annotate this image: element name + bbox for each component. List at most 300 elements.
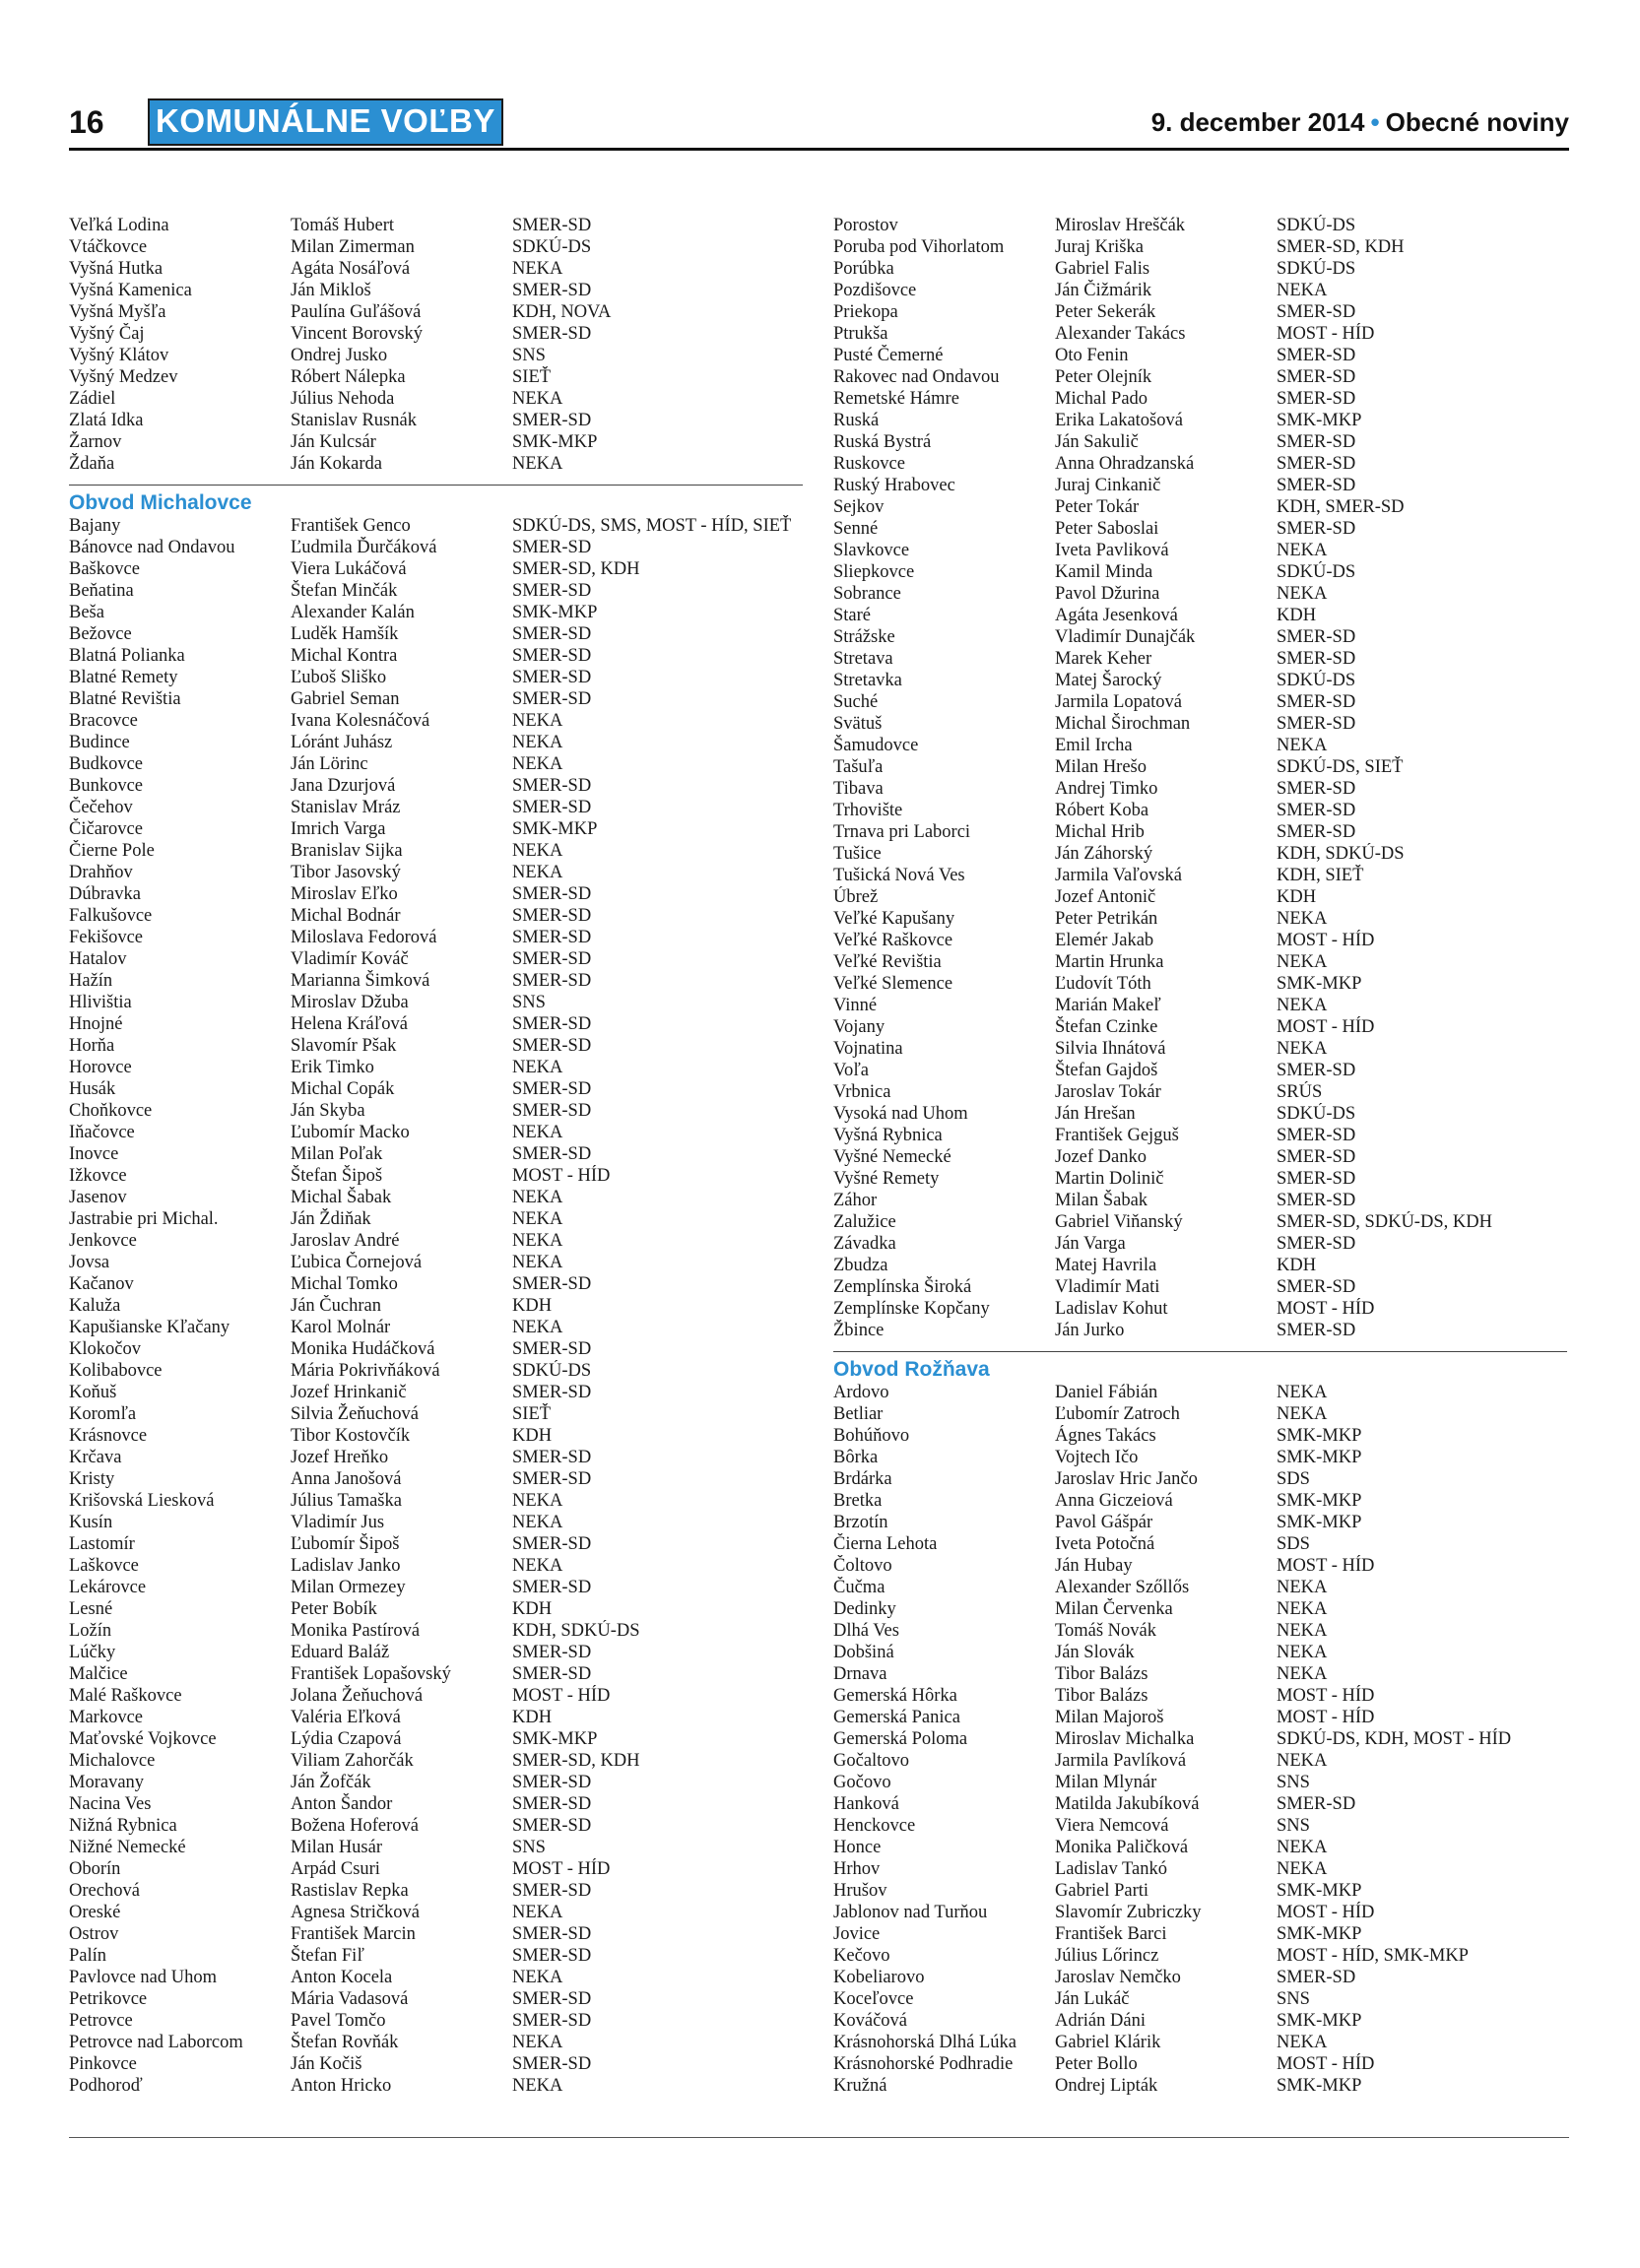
party-name: SNS (1277, 1989, 1310, 2009)
municipality-name: Jovice (833, 1924, 881, 1944)
result-row (69, 862, 803, 883)
mayor-name: Miroslav Džuba (291, 993, 409, 1012)
result-row (69, 558, 803, 580)
party-name: SMER-SD (512, 1448, 592, 1467)
municipality-name: Dúbravka (69, 884, 141, 904)
mayor-name: Helena Kráľová (291, 1014, 408, 1034)
party-name: SMER-SD (1277, 1061, 1356, 1080)
municipality-name: Porostov (833, 216, 898, 235)
mayor-name: Jarmila Pavlíková (1055, 1751, 1187, 1771)
municipality-name: Sejkov (833, 497, 885, 517)
party-name: SMER-SD (1277, 302, 1356, 322)
district-heading-roznava: Obvod Rožňava (833, 1358, 990, 1381)
party-name: SMER-SD (512, 1881, 592, 1901)
party-name: SMER-SD (512, 1383, 592, 1402)
result-row (69, 258, 803, 280)
municipality-name: Petrikovce (69, 1989, 148, 2009)
municipality-name: Drahňov (69, 863, 133, 882)
municipality-name: Bánovce nad Ondavou (69, 538, 235, 557)
result-row (833, 301, 1567, 323)
mayor-name: Ján Čuchran (291, 1296, 381, 1316)
mayor-name: Anton Šandor (291, 1794, 393, 1814)
municipality-name: Kačanov (69, 1274, 134, 1294)
mayor-name: Štefan Šipoš (291, 1166, 383, 1186)
result-row (69, 431, 803, 453)
mayor-name: Matej Havrila (1055, 1256, 1157, 1275)
mayor-name: Štefan Rovňák (291, 2033, 399, 2052)
mayor-name: Pavel Tomčo (291, 2011, 386, 2031)
party-name: SMER-SD (1277, 649, 1356, 669)
result-row (833, 1447, 1567, 1468)
mayor-name: Valéria Eľková (291, 1708, 401, 1727)
party-name: SNS (1277, 1773, 1310, 1792)
municipality-name: Zbudza (833, 1256, 888, 1275)
municipality-name: Vojnatina (833, 1039, 903, 1059)
result-row (833, 1577, 1567, 1598)
result-row (833, 605, 1567, 626)
party-name: SMER-SD (512, 906, 592, 926)
mayor-name: Alexander Takács (1055, 324, 1186, 344)
result-row (833, 1620, 1567, 1642)
party-name: MOST - HÍD (1277, 931, 1375, 950)
result-row (69, 2053, 803, 2075)
municipality-name: Vrbnica (833, 1082, 891, 1102)
municipality-name: Gemerská Hôrka (833, 1686, 957, 1706)
mayor-name: Peter Sekerák (1055, 302, 1156, 322)
result-row (69, 1252, 803, 1273)
result-row (833, 1685, 1567, 1707)
mayor-name: Milan Ormezey (291, 1578, 406, 1597)
municipality-name: Ruská (833, 411, 880, 430)
municipality-name: Ostrov (69, 1924, 119, 1944)
left-column (69, 215, 803, 2097)
mayor-name: Milan Poľak (291, 1144, 383, 1164)
party-name: SMER-SD (512, 1079, 592, 1099)
result-row (69, 1880, 803, 1902)
result-row (69, 992, 803, 1013)
mayor-name: Miloslava Fedorová (291, 928, 437, 947)
result-row (833, 1060, 1567, 1081)
mayor-name: Marek Keher (1055, 649, 1152, 669)
municipality-name: Šamudovce (833, 736, 919, 755)
party-name: NEKA (512, 1188, 563, 1207)
municipality-name: Beňatina (69, 581, 134, 601)
mayor-name: Ján Sakulič (1055, 432, 1139, 452)
footer-divider (69, 2137, 1569, 2138)
municipality-name: Podhoroď (69, 2076, 143, 2096)
mayor-name: Peter Petrikán (1055, 909, 1158, 929)
mayor-name: Agáta Jesenková (1055, 606, 1178, 625)
municipality-name: Choňkovce (69, 1101, 153, 1121)
district-divider (833, 1351, 1567, 1352)
result-row (833, 1512, 1567, 1533)
result-row (833, 1211, 1567, 1233)
result-row (833, 886, 1567, 908)
party-name: NEKA (512, 1513, 563, 1532)
municipality-name: Hrhov (833, 1859, 881, 1879)
party-name: NEKA (512, 1209, 563, 1229)
result-row (69, 2032, 803, 2053)
result-row (833, 475, 1567, 496)
party-name: SMER-SD (512, 1578, 592, 1597)
result-row (833, 496, 1567, 518)
municipality-name: Tašuľa (833, 757, 884, 777)
result-row (69, 537, 803, 558)
municipality-name: Závadka (833, 1234, 896, 1254)
party-name: SMER-SD, KDH (1277, 237, 1405, 257)
municipality-name: Oborín (69, 1859, 121, 1879)
mayor-name: Jarmila Vaľovská (1055, 866, 1182, 885)
municipality-name: Ruský Hrabovec (833, 476, 955, 495)
municipality-name: Palín (69, 1946, 107, 1966)
mayor-name: Karol Molnár (291, 1318, 391, 1337)
result-row (69, 323, 803, 345)
result-row (833, 431, 1567, 453)
municipality-name: Gočovo (833, 1773, 891, 1792)
municipality-name: Gemerská Panica (833, 1708, 960, 1727)
municipality-name: Kružná (833, 2076, 887, 2096)
result-row (833, 1663, 1567, 1685)
mayor-name: Ján Kulcsár (291, 432, 376, 452)
mayor-name: Lóránt Juhász (291, 733, 393, 752)
result-row (69, 236, 803, 258)
party-name: SMER-SD (512, 216, 592, 235)
result-row (833, 2053, 1567, 2075)
party-name: MOST - HÍD (512, 1166, 611, 1186)
municipality-name: Malé Raškovce (69, 1686, 182, 1706)
result-row (69, 1728, 803, 1750)
municipality-name: Henckovce (833, 1816, 916, 1836)
municipality-name: Žarnov (69, 432, 122, 452)
result-row (69, 1187, 803, 1208)
municipality-name: Ižkovce (69, 1166, 127, 1186)
party-name: NEKA (1277, 1664, 1328, 1684)
municipality-name: Bajany (69, 516, 121, 536)
result-row (69, 1013, 803, 1035)
municipality-name: Drnava (833, 1664, 887, 1684)
party-name: SMER-SD (1277, 627, 1356, 647)
party-name: SMER-SD (512, 581, 592, 601)
result-row (833, 215, 1567, 236)
mayor-name: Ivana Kolesnáčová (291, 711, 430, 731)
municipality-name: Koňuš (69, 1383, 117, 1402)
party-name: SMER-SD (512, 1014, 592, 1034)
party-name: SMK-MKP (512, 1729, 598, 1749)
municipality-name: Kaluža (69, 1296, 121, 1316)
municipality-name: Vyšné Remety (833, 1169, 940, 1189)
result-row (833, 1837, 1567, 1858)
result-row (833, 1190, 1567, 1211)
party-name: SMER-SD (512, 646, 592, 666)
municipality-name: Petrovce (69, 2011, 133, 2031)
mayor-name: Ján Čižmárik (1055, 281, 1152, 300)
municipality-name: Betliar (833, 1404, 884, 1424)
result-row (69, 1815, 803, 1837)
result-row (833, 1468, 1567, 1490)
result-row (69, 1035, 803, 1057)
mayor-name: Tomáš Novák (1055, 1621, 1157, 1641)
result-row (69, 753, 803, 775)
municipality-name: Sobrance (833, 584, 901, 604)
municipality-name: Horovce (69, 1058, 132, 1077)
mayor-name: Milan Červenka (1055, 1599, 1173, 1619)
party-name: SMER-SD (512, 2054, 592, 2074)
municipality-name: Vyšný Čaj (69, 324, 145, 344)
mayor-name: Mária Pokrivňáková (291, 1361, 440, 1381)
party-name: NEKA (1277, 1578, 1328, 1597)
result-row (833, 1146, 1567, 1168)
mayor-name: Tibor Jasovský (291, 863, 401, 882)
municipality-name: Vyšný Klátov (69, 346, 169, 365)
mayor-name: Jozef Hreňko (291, 1448, 389, 1467)
result-row (69, 388, 803, 410)
mayor-name: Anton Kocela (291, 1968, 393, 1987)
municipality-name: Priekopa (833, 302, 898, 322)
municipality-name: Remetské Hámre (833, 389, 959, 409)
mayor-name: Peter Olejník (1055, 367, 1152, 387)
result-row (69, 1685, 803, 1707)
result-row (833, 1320, 1567, 1341)
party-name: NEKA (1277, 281, 1328, 300)
mayor-name: Ľubomír Zatroch (1055, 1404, 1180, 1424)
municipality-name: Horňa (69, 1036, 115, 1056)
mayor-name: Gabriel Viňanský (1055, 1212, 1183, 1232)
municipality-name: Malčice (69, 1664, 128, 1684)
party-name: NEKA (512, 863, 563, 882)
result-row (833, 1598, 1567, 1620)
mayor-name: Ladislav Kohut (1055, 1299, 1168, 1319)
mayor-name: Július Tamaška (291, 1491, 402, 1511)
party-name: SMER-SD (512, 1339, 592, 1359)
party-name: SMER-SD (512, 971, 592, 991)
mayor-name: František Gejguš (1055, 1126, 1179, 1145)
party-name: SMER-SD (512, 928, 592, 947)
party-name: MOST - HÍD (1277, 1708, 1375, 1727)
party-name: SMK-MKP (1277, 2076, 1362, 2096)
result-row (69, 1577, 803, 1598)
party-name: SMER-SD (512, 1643, 592, 1662)
result-row (833, 1403, 1567, 1425)
municipality-name: Kobeliarovo (833, 1968, 925, 1987)
party-name: SDS (1277, 1469, 1310, 1489)
municipality-name: Čučma (833, 1578, 886, 1597)
party-name: SMER-SD (1277, 432, 1356, 452)
mayor-name: Gabriel Klárik (1055, 2033, 1161, 2052)
municipality-name: Kapušianske Kľačany (69, 1318, 230, 1337)
result-row (69, 1078, 803, 1100)
results-list-top-left (69, 215, 803, 475)
municipality-name: Vyšná Kamenica (69, 281, 192, 300)
municipality-name: Svätuš (833, 714, 883, 734)
party-name: SMER-SD (512, 668, 592, 687)
result-row (833, 388, 1567, 410)
result-row (69, 970, 803, 992)
result-row (69, 215, 803, 236)
mayor-name: Marianna Šimková (291, 971, 430, 991)
party-name: SMK-MKP (1277, 2011, 1362, 2031)
municipality-name: Kováčová (833, 2011, 907, 2031)
party-name: NEKA (512, 841, 563, 861)
municipality-name: Klokočov (69, 1339, 141, 1359)
municipality-name: Senné (833, 519, 879, 539)
mayor-name: Milan Zimerman (291, 237, 415, 257)
municipality-name: Beša (69, 603, 104, 622)
page-number: 16 (69, 104, 104, 140)
party-name: SDKÚ-DS (512, 237, 592, 257)
mayor-name: Juraj Cinkanič (1055, 476, 1161, 495)
party-name: SMK-MKP (512, 432, 598, 452)
party-name: NEKA (512, 1318, 563, 1337)
municipality-name: Inovce (69, 1144, 119, 1164)
result-row (69, 2010, 803, 2032)
result-row (69, 301, 803, 323)
result-row (69, 1403, 803, 1425)
mayor-name: Anna Giczeiová (1055, 1491, 1173, 1511)
municipality-name: Lekárovce (69, 1578, 147, 1597)
mayor-name: Michal Copák (291, 1079, 395, 1099)
result-row (833, 1902, 1567, 1923)
result-row (69, 1750, 803, 1772)
municipality-name: Vtáčkovce (69, 237, 148, 257)
result-row (69, 732, 803, 753)
municipality-name: Krčava (69, 1448, 122, 1467)
mayor-name: Adrián Dáni (1055, 2011, 1146, 2031)
result-row (69, 1468, 803, 1490)
result-row (69, 1923, 803, 1945)
municipality-name: Baškovce (69, 559, 140, 579)
municipality-name: Vyšný Medzev (69, 367, 178, 387)
party-name: SMK-MKP (1277, 411, 1362, 430)
municipality-name: Staré (833, 606, 872, 625)
result-row (833, 1642, 1567, 1663)
party-name: SMER-SD (1277, 1321, 1356, 1340)
party-name: SMER-SD (1277, 714, 1356, 734)
party-name: SMER-SD (1277, 346, 1356, 365)
mayor-name: Vladimír Mati (1055, 1277, 1160, 1297)
party-name: SDKÚ-DS (1277, 259, 1356, 279)
municipality-name: Trnava pri Laborci (833, 822, 971, 842)
municipality-name: Úbrež (833, 887, 879, 907)
section-title: KOMUNÁLNE VOĽBY (148, 98, 503, 146)
party-name: SMER-SD (1277, 367, 1356, 387)
municipality-name: Blatná Polianka (69, 646, 185, 666)
party-name: SMER-SD (1277, 822, 1356, 842)
mayor-name: Matilda Jakubíková (1055, 1794, 1200, 1814)
party-name: SIEŤ (512, 1404, 552, 1424)
result-row (69, 2075, 803, 2097)
party-name: SMK-MKP (512, 819, 598, 839)
municipality-name: Blatné Revištia (69, 689, 181, 709)
municipality-name: Ptrukša (833, 324, 888, 344)
municipality-name: Ložín (69, 1621, 112, 1641)
result-row (69, 818, 803, 840)
municipality-name: Nižná Rybnica (69, 1816, 177, 1836)
mayor-name: Luděk Hamšík (291, 624, 399, 644)
mayor-name: Gabriel Parti (1055, 1881, 1149, 1901)
result-row (833, 366, 1567, 388)
mayor-name: Július Nehoda (291, 389, 395, 409)
result-row (69, 1425, 803, 1447)
municipality-name: Tušice (833, 844, 882, 864)
party-name: SMER-SD (512, 538, 592, 557)
party-name: SMER-SD (512, 1534, 592, 1554)
municipality-name: Jastrabie pri Michal. (69, 1209, 219, 1229)
result-row (833, 778, 1567, 800)
party-name: SNS (512, 1838, 546, 1857)
mayor-name: Ján Žofčák (291, 1773, 371, 1792)
result-row (833, 518, 1567, 540)
party-name: NEKA (1277, 952, 1328, 972)
result-row (833, 1490, 1567, 1512)
party-name: SMER-SD (512, 1036, 592, 1056)
party-name: SMER-SD (512, 1794, 592, 1814)
mayor-name: Eduard Baláž (291, 1643, 390, 1662)
result-row (69, 645, 803, 667)
mayor-name: Jaroslav Hric Jančo (1055, 1469, 1198, 1489)
party-name: NEKA (1277, 736, 1328, 755)
municipality-name: Laškovce (69, 1556, 139, 1576)
mayor-name: Ľudmila Ďurčáková (291, 538, 437, 557)
result-row (833, 345, 1567, 366)
municipality-name: Strážske (833, 627, 895, 647)
result-row (69, 1555, 803, 1577)
party-name: SMER-SD, KDH (512, 1751, 640, 1771)
municipality-name: Slavkovce (833, 541, 910, 560)
municipality-name: Žbince (833, 1321, 885, 1340)
municipality-name: Ardovo (833, 1383, 889, 1402)
issue-info (1151, 107, 1569, 138)
party-name: MOST - HÍD (1277, 1556, 1375, 1576)
municipality-name: Stretavka (833, 671, 902, 690)
publication-name: Obecné noviny (1385, 107, 1569, 137)
party-name: SMER-SD (512, 1274, 592, 1294)
result-row (833, 1945, 1567, 1967)
mayor-name: Agnesa Stričková (291, 1903, 421, 1922)
result-row (69, 1858, 803, 1880)
result-row (69, 453, 803, 475)
result-row (69, 580, 803, 602)
mayor-name: Viera Nemcová (1055, 1816, 1169, 1836)
district-heading-michalovce: Obvod Michalovce (69, 491, 252, 514)
party-name: KDH (512, 1296, 553, 1316)
result-row (833, 843, 1567, 865)
mayor-name: Jaroslav Nemčko (1055, 1968, 1181, 1987)
mayor-name: Juraj Kriška (1055, 237, 1144, 257)
mayor-name: Tibor Balázs (1055, 1686, 1148, 1706)
municipality-name: Bunkovce (69, 776, 144, 796)
mayor-name: Pavol Džurina (1055, 584, 1160, 604)
result-row (69, 1533, 803, 1555)
municipality-name: Záhor (833, 1191, 878, 1210)
result-row (833, 1858, 1567, 1880)
municipality-name: Husák (69, 1079, 116, 1099)
result-row (833, 1728, 1567, 1750)
party-name: SMER-SD (512, 776, 592, 796)
party-name: NEKA (512, 1556, 563, 1576)
mayor-name: Milan Hrešo (1055, 757, 1147, 777)
mayor-name: Tomáš Hubert (291, 216, 395, 235)
result-row (69, 1100, 803, 1122)
mayor-name: Ľuboš Sliško (291, 668, 387, 687)
result-row (69, 840, 803, 862)
municipality-name: Poruba pod Vihorlatom (833, 237, 1005, 257)
result-row (833, 2032, 1567, 2053)
party-name: SMER-SD (1277, 692, 1356, 712)
party-name: NEKA (512, 389, 563, 409)
result-row (69, 602, 803, 623)
municipality-name: Ruská Bystrá (833, 432, 932, 452)
municipality-name: Iňačovce (69, 1123, 135, 1142)
